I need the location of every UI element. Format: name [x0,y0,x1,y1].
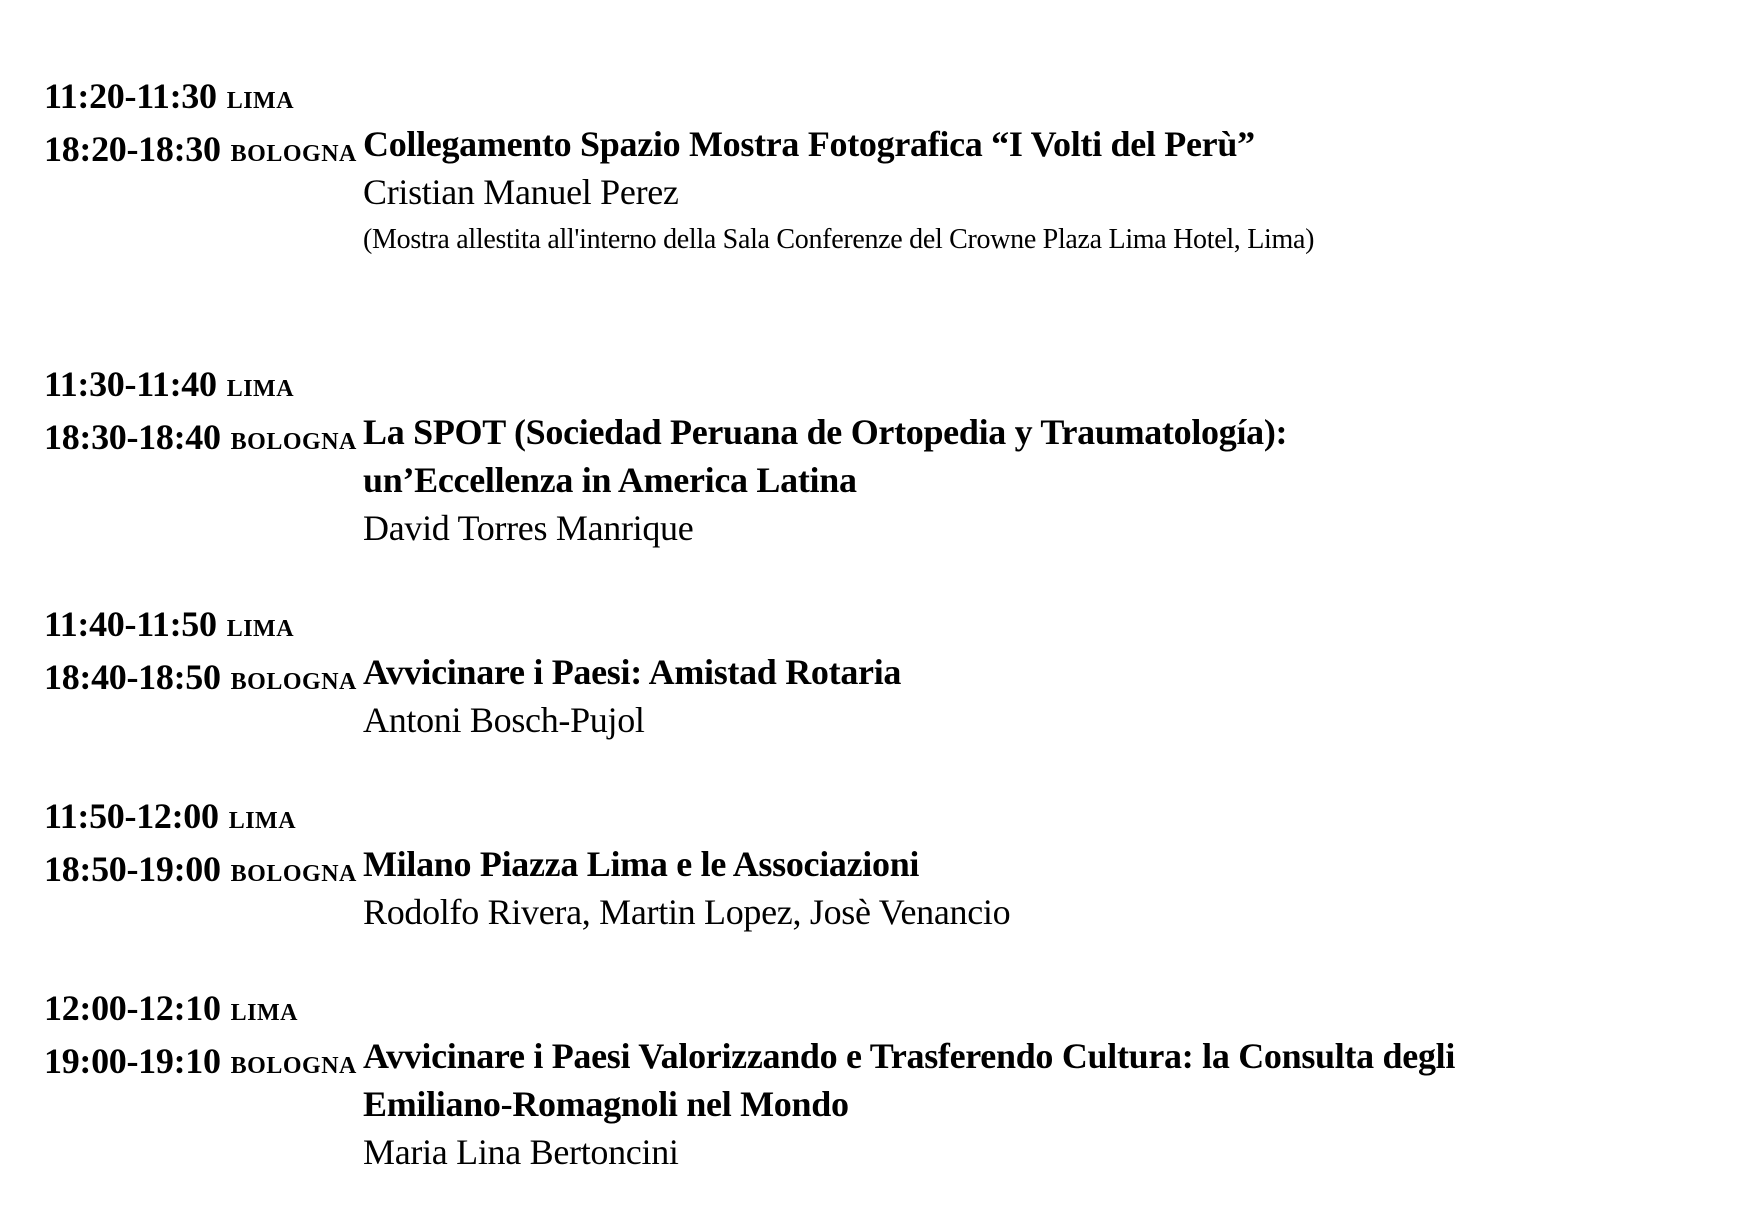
session-times [44,600,363,706]
session-title-line: Collegamento Spazio Mostra Fotografica “I Volti del Perù” [363,124,1255,164]
session-block [44,72,1726,264]
session-times [44,72,363,178]
session-block [44,360,1726,552]
lima-time-row [44,984,363,1037]
bologna-time-row [44,845,363,898]
session-block [44,600,1726,744]
session-speakers: Maria Lina Bertoncini [363,1132,679,1172]
session-content [363,1032,1726,1176]
session-speakers: David Torres Manrique [363,508,694,548]
bologna-time: 19:00-19:10 [44,1041,221,1081]
session-title-line: La SPOT (Sociedad Peruana de Ortopedia y Traumatología): [363,412,1288,452]
session-times [44,360,363,466]
bologna-time: 18:30-18:40 [44,417,221,457]
lima-time-row [44,792,363,845]
lima-time: 11:50-12:00 [44,796,219,836]
lima-time: 11:40-11:50 [44,604,217,644]
session-title-line: Avvicinare i Paesi Valorizzando e Trasferendo Cultura: la Consulta degli [363,1036,1456,1076]
bologna-city-label: BOLOGNA [230,429,357,455]
session-title-line: Emiliano-Romagnoli nel Mondo [363,1084,849,1124]
lima-city-label: LIMA [230,1000,299,1026]
bologna-time: 18:40-18:50 [44,657,221,697]
lima-time: 11:30-11:40 [44,364,217,404]
bologna-time: 18:50-19:00 [44,849,221,889]
bologna-time-row [44,413,363,466]
session-title-line: Avvicinare i Paesi: Amistad Rotaria [363,652,902,692]
lima-city-label: LIMA [226,376,295,402]
bologna-city-label: BOLOGNA [230,141,357,167]
session-note: (Mostra allestita all'interno della Sala Conferenze del Crowne Plaza Lima Hotel, Lima) [363,224,1315,255]
bologna-city-label: BOLOGNA [230,861,357,887]
lima-city-label: LIMA [228,808,297,834]
lima-time: 11:20-11:30 [44,76,217,116]
bologna-city-label: BOLOGNA [230,669,357,695]
lima-time-row [44,72,363,125]
lima-city-label: LIMA [226,616,295,642]
session-block [44,792,1726,936]
lima-time-row [44,360,363,413]
session-times [44,792,363,898]
bologna-city-label: BOLOGNA [230,1053,357,1079]
session-speakers: Antoni Bosch-Pujol [363,700,645,740]
bologna-time-row [44,1037,363,1090]
lima-city-label: LIMA [226,88,295,114]
lima-time: 12:00-12:10 [44,988,221,1028]
session-title-line: un’Eccellenza in America Latina [363,460,857,500]
bologna-time-row [44,125,363,178]
session-title-line: Milano Piazza Lima e le Associazioni [363,844,920,884]
bologna-time: 18:20-18:30 [44,129,221,169]
lima-time-row [44,600,363,653]
session-content [363,648,1726,744]
session-content [363,408,1726,552]
session-times [44,984,363,1090]
session-speakers: Rodolfo Rivera, Martin Lopez, Josè Venancio [363,892,1011,932]
bologna-time-row [44,653,363,706]
session-content [363,840,1726,936]
session-speakers: Cristian Manuel Perez [363,172,679,212]
session-block [44,984,1726,1176]
session-content [363,120,1726,264]
